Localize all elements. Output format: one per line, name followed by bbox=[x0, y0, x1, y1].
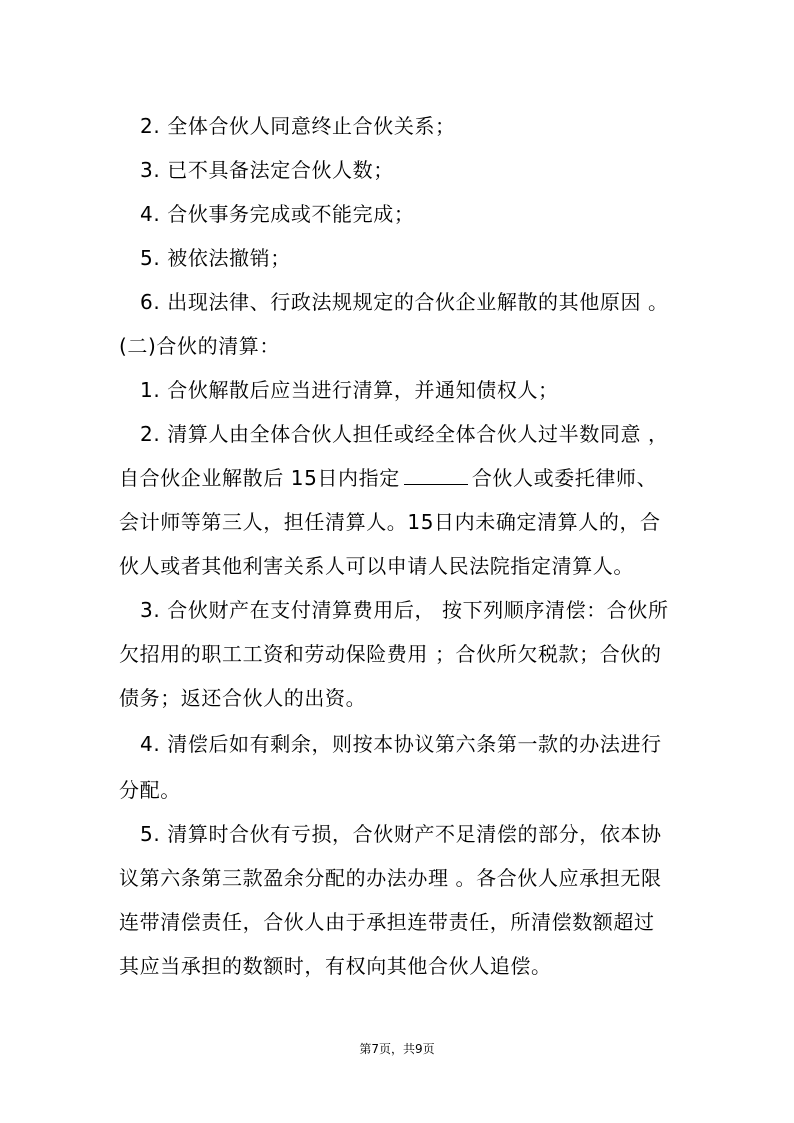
fill-in-blank bbox=[404, 466, 468, 485]
section-heading: (二)合伙的清算： bbox=[119, 334, 281, 358]
paragraph-line: 5. 清算时合伙有亏损，合伙财产不足清偿的部分，依本协 bbox=[140, 822, 662, 846]
paragraph-line: 欠招用的职工工资和劳动保险费用 ；合伙所欠税款；合伙的 bbox=[119, 642, 662, 666]
paragraph-line: 4. 清偿后如有剩余，则按本协议第六条第一款的办法进行 bbox=[140, 732, 662, 756]
paragraph-line: 5. 被依法撤销； bbox=[140, 246, 291, 270]
paragraph-line: 3. 已不具备法定合伙人数； bbox=[140, 158, 394, 182]
paragraph-line: 议第六条第三款盈余分配的办法办理 。各合伙人应承担无限 bbox=[119, 866, 662, 890]
paragraph-line: 其应当承担的数额时，有权向其他合伙人追偿。 bbox=[119, 954, 552, 978]
blank-line-after-text: 合伙人或委托律师、 bbox=[471, 466, 658, 490]
paragraph-line: 3. 合伙财产在支付清算费用后， 按下列顺序清偿：合伙所 bbox=[140, 598, 669, 622]
paragraph-line: 6. 出现法律、行政法规规定的合伙企业解散的其他原因 。 bbox=[140, 290, 669, 314]
paragraph-line: 1. 合伙解散后应当进行清算，并通知债权人； bbox=[140, 378, 559, 402]
blank-line-before-text: 自合伙企业解散后 15日内指定 bbox=[119, 466, 400, 490]
paragraph-line: 债务；返还合伙人的出资。 bbox=[119, 686, 367, 710]
paragraph-line-with-blank bbox=[119, 466, 657, 490]
paragraph-line: 会计师等第三人，担任清算人。15日内未确定清算人的，合 bbox=[119, 510, 661, 534]
paragraph-line: 连带清偿责任，合伙人由于承担连带责任，所清偿数额超过 bbox=[119, 910, 655, 934]
paragraph-line: 伙人或者其他利害关系人可以申请人民法院指定清算人。 bbox=[119, 554, 634, 578]
paragraph-line: 4. 合伙事务完成或不能完成； bbox=[140, 202, 415, 226]
paragraph-line: 2. 全体合伙人同意终止合伙关系； bbox=[140, 114, 456, 138]
paragraph-line: 分配。 bbox=[119, 778, 181, 802]
paragraph-line: 2. 清算人由全体合伙人担任或经全体合伙人过半数同意 ， bbox=[140, 422, 669, 446]
page-number-footer: 第7页，共9页 bbox=[359, 1042, 435, 1056]
